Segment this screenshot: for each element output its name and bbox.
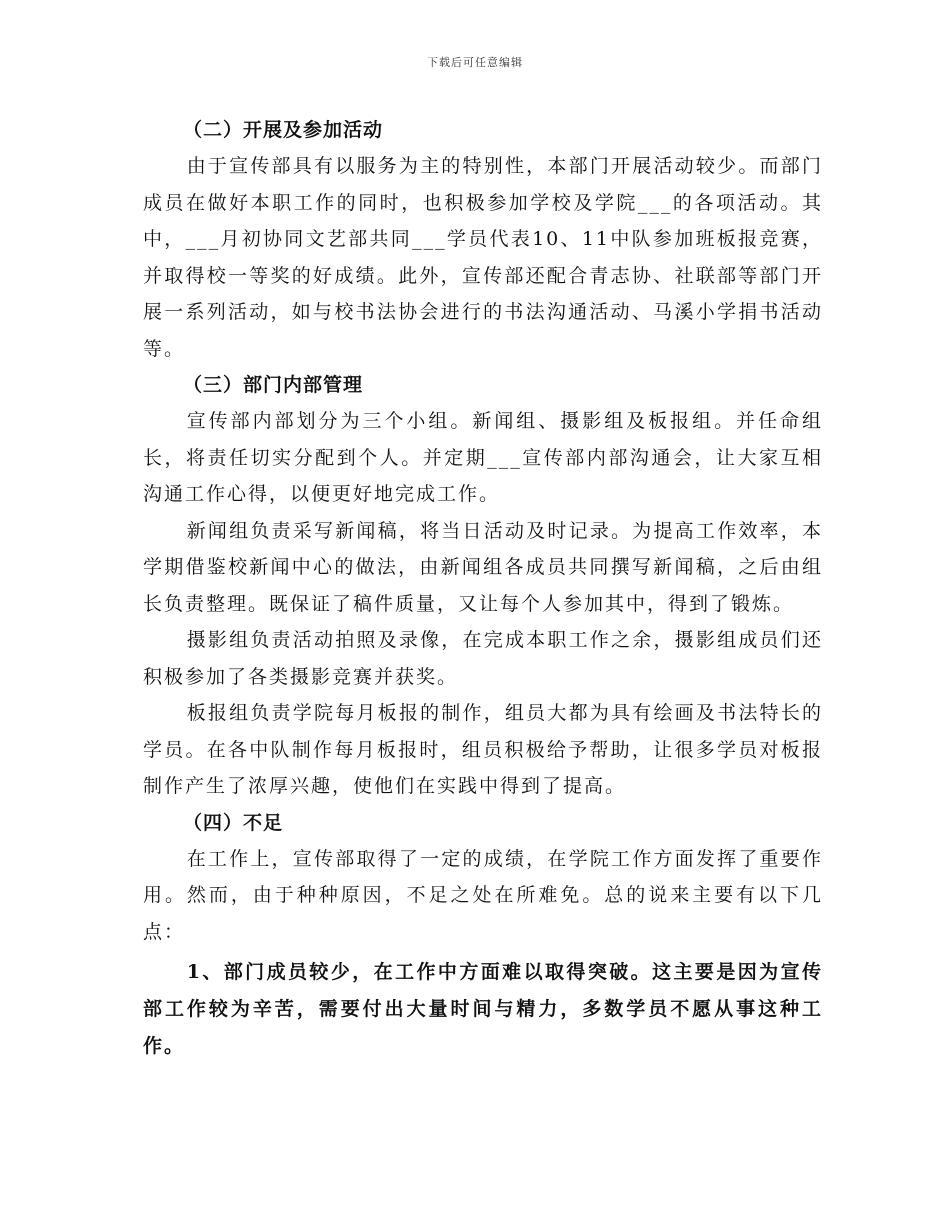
paragraph-shortcomings: 在工作上，宣传部取得了一定的成绩，在学院工作方面发挥了重要作用。然而，由于种种原因，不足之处在所难免。总的说来主要有以下几点： (143, 847, 823, 943)
document-body (143, 112, 823, 1065)
paragraph-internal-groups: 宣传部内部划分为三个小组。新闻组、摄影组及板报组。并任命组长，将责任切实分配到个人。并定期___宣传部内部沟通会，让大家互相沟通工作心得，以便更好地完成工作。 (143, 410, 823, 505)
paragraph-news-group: 新闻组负责采写新闻稿，将当日活动及时记录。为提高工作效率，本学期借鉴校新闻中心的做法，由新闻组各成员共同撰写新闻稿，之后由组长负责整理。既保证了稿件质量，又让每个人参加其中，得到了锻炼。 (143, 519, 823, 615)
paragraph-photography-group: 摄影组负责活动拍照及录像，在完成本职工作之余，摄影组成员们还积极参加了各类摄影竞赛并获奖。 (143, 629, 823, 688)
section-heading-internal-management: （三）部门内部管理 (183, 374, 364, 396)
page-header: 下载后可任意编辑 (427, 56, 523, 69)
paragraph-activities: 由于宣传部具有以服务为主的特别性，本部门开展活动较少。而部门成员在做好本职工作的同时，也积极参加学校及学院___的各项活动。其中，___月初协同文艺部共同___学员代表10、11中队参加班板报竞赛，并取得校一等奖的好成绩。此外，宣传部还配合青志协、社联部等部门开展一系列活动，如与校书法协会进行的书法沟通活动、马溪小学捐书活动等。 (143, 155, 823, 360)
section-heading-shortcomings: （四）不足 (183, 811, 284, 834)
paragraph-shortcoming-point-1: 1、部门成员较少，在工作中方面难以取得突破。这主要是因为宣传部工作较为辛苦，需要付出大量时间与精力，多数学员不愿从事这种工作。 (143, 961, 823, 1057)
section-heading-activities: （二）开展及参加活动 (183, 119, 384, 141)
paragraph-board-group: 板报组负责学院每月板报的制作，组员大都为具有绘画及书法特长的学员。在各中队制作每月板报时，组员积极给予帮助，让很多学员对板报制作产生了浓厚兴趣，使他们在实践中得到了提高。 (143, 702, 823, 797)
